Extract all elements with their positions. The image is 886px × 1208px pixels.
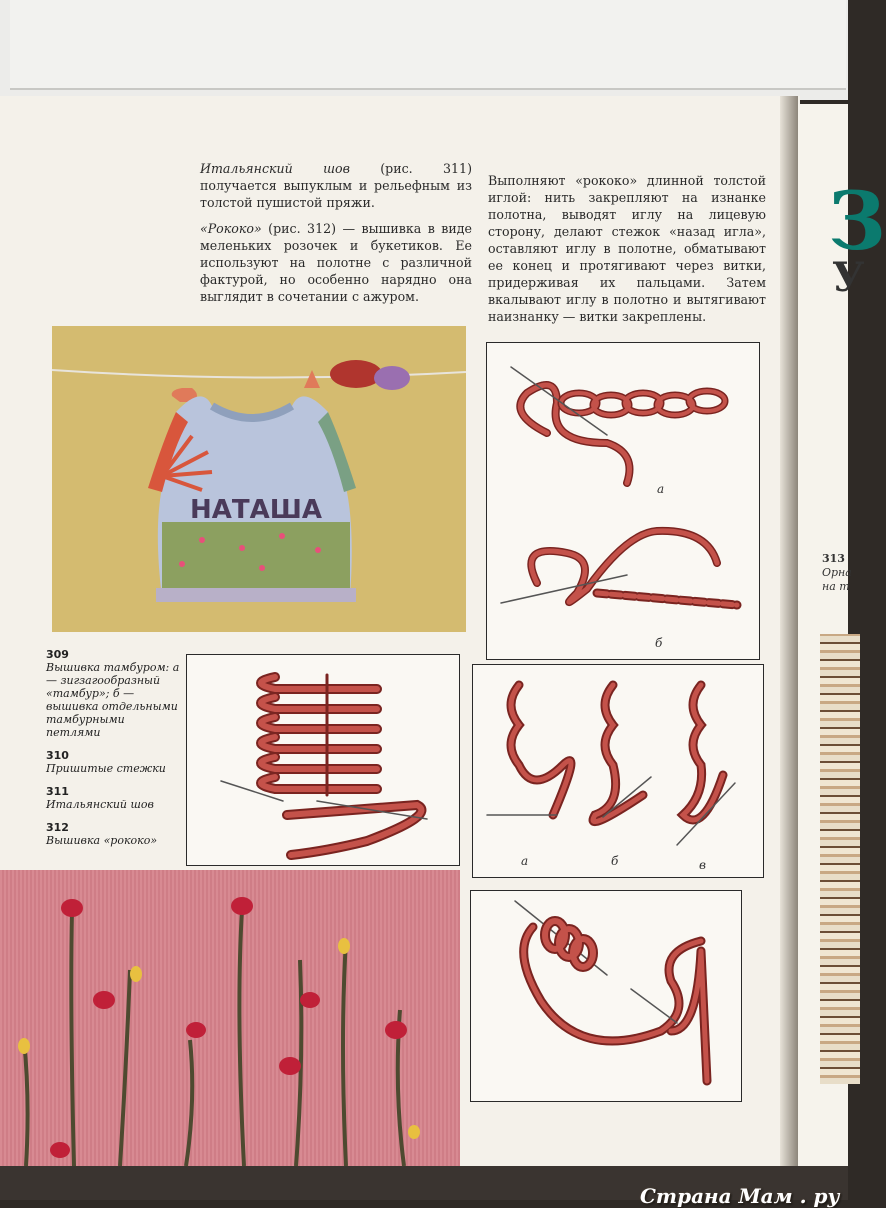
caption-310-text: Пришитые стежки xyxy=(46,762,166,775)
vest-photo xyxy=(52,326,466,632)
caption-311-text: Итальянский шов xyxy=(46,798,154,811)
next-page-heading-letter: З xyxy=(828,174,886,268)
caption-310-number: 310 xyxy=(46,749,69,762)
diagram-311-label-b: б xyxy=(611,854,619,868)
site-watermark: Страна Мам . ру xyxy=(640,1184,840,1208)
diagram-312-rococo xyxy=(470,890,742,1102)
next-page-caption xyxy=(822,552,862,594)
diagram-309-chain-stitch xyxy=(486,342,760,660)
previous-page-edge xyxy=(10,0,846,90)
diagram-311-label-a: а xyxy=(521,854,529,868)
paragraph-rococo-text: (рис. 312) — вышивка в виде меленьких розочек и букетиков. Ее используют на полотне с различной фактурой, но особенно нарядно она выглядит в сочетании с ажуром. xyxy=(200,221,472,304)
diagram-310-couched-stitches xyxy=(186,654,460,866)
next-page-knit-photo xyxy=(820,634,860,1084)
body-text-column-1 xyxy=(200,160,472,314)
term-rococo: «Рококо» xyxy=(200,221,262,236)
paragraph-italian-stitch-text: (рис. 311) получается выпуклым и рельефным из толстой пушистой пряжи. xyxy=(200,161,472,210)
diagram-309-label-b: б xyxy=(655,636,663,650)
next-page-caption-text: Орна на т xyxy=(822,566,852,593)
diagram-309-label-a: а xyxy=(657,482,665,496)
figure-captions xyxy=(46,648,182,847)
paragraph-rococo-method: Выполняют «рококо» длинной толстой иглой: нить закрепляют на изнанке полотна, выводят иглу на лицевую сторону, делают стежок «назад игла», оставляют иглу в полотне, обматывают ее конец и протягивают через витки, придерживая их пальцами. Затем вкалывают иглу в полотно и вытягивают наизнанку — витки закреплены. xyxy=(488,173,766,324)
paragraph-italian-stitch xyxy=(200,160,472,211)
caption-312-text: Вышивка «рококо» xyxy=(46,834,158,847)
caption-309-number: 309 xyxy=(46,648,69,661)
vest-name: НАТАША xyxy=(190,495,322,525)
diagram-311-italian-stitch xyxy=(472,664,764,878)
caption-309-text: Вышивка тамбуром: а — зигзагообразный «тамбур»; б — вышивка отдельными тамбурными петлями xyxy=(46,661,180,739)
caption-312-number: 312 xyxy=(46,821,69,834)
next-page-heading-letter-2: У xyxy=(832,254,865,301)
next-page-caption-number: 313 xyxy=(822,552,845,565)
paragraph-rococo xyxy=(200,220,472,305)
page-gutter xyxy=(780,96,798,1166)
next-page-edge xyxy=(798,104,886,1170)
body-text-column-2 xyxy=(488,172,766,334)
term-italian-stitch: Итальянский шов xyxy=(200,161,350,176)
diagram-311-label-c: в xyxy=(699,858,706,872)
caption-311-number: 311 xyxy=(46,785,69,798)
rococo-embroidery-photo xyxy=(0,870,460,1166)
